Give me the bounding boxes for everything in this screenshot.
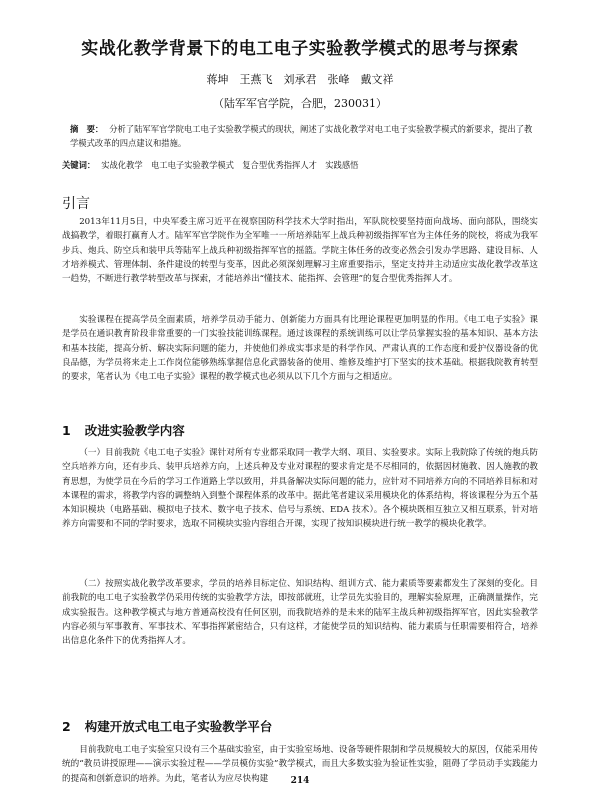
abstract xyxy=(70,122,538,150)
keywords xyxy=(62,158,538,172)
keywords-text: 实战化教学 电工电子实验教学模式 复合型优秀指挥人才 实践感悟 xyxy=(101,160,359,170)
intro-heading: 引言 xyxy=(62,196,90,212)
intro-paragraph: 实验课程在提高学员全面素质，培养学员动手能力、创新能力方面具有比理论课程更加明显的作用。《电工电子实验》课是学员在通识教育阶段非常重要的一门实验技能训练课程。通过该课程的系统训练可以让学员掌握实验的基本知识、基本方法和基本技能，提高分析、解决实际问题的能力，并使他们养成实事求是的科学作风、严肃认真的工作态度和爱护仪器设备的优良品德，为学员将来走上工作岗位能够熟练掌握信息化武器装备的使用、维修及维护打下坚实的技术基础。根据我院教育转型的要求，笔者认为《电工电子实验》课程的教学模式也必须从以下几个方面与之相适应。 xyxy=(62,315,538,383)
section-2-number: 2 xyxy=(62,719,71,734)
section-1-heading xyxy=(62,421,185,439)
keywords-label: 关键词： xyxy=(62,160,96,170)
paper-title: 实战化教学背景下的电工电子实验教学模式的思考与探索 xyxy=(81,39,519,59)
section-1-paragraph: （一）目前我院《电工电子实验》课针对所有专业都采取同一教学大纲、项目、实验要求。实际上我院除了传统的炮兵防空兵培养方向，还有步兵、装甲兵培养方向，上述兵种及专业对课程的要求肯定是不尽相同的，依据因材施教、因人施教的教育思想，为使学员在今后的学习工作道路上学以致用，并具备解决实际问题的能力，应针对不同培养方向的不同培养目标和对本课程的需求，将教学内容的调整纳入到整个课程体系的改革中。据此笔者建议采用模块化的体系结构，将该课程分为五个基本知识模块（电路基础、模拟电子技术、数字电子技术、信号与系统、EDA 技术）。各个模块既相互独立又相互联系，针对培养方向需要和不同的学时要求，选取不同模块实验内容组合开课，实现了按知识模块进行统一教学的模块化教学。 xyxy=(62,448,538,530)
author-list: 蒋坤 王燕飞 刘承君 张峰 戴文祥 xyxy=(206,73,394,86)
section-2-heading xyxy=(62,717,272,735)
section-2-paragraph: 目前我院电工电子实验室只设有三个基础实验室，由于实验室场地、设备等硬件限制和学员规模较大的原因，仅能采用传统的“教员讲授原理——演示实验过程——学员模仿实验”教学模式，而且大多数实验为验证性实验，阻碍了学员动手实践能力的提高和创新意识的培养。为此，笔者认为应尽快构建 xyxy=(62,745,538,784)
intro-paragraph: 2013年11月5日，中央军委主席习近平在视察国防科学技术大学时指出，军队院校要坚持面向战场、面向部队，围绕实战搞教学，着眼打赢育人才。陆军军官学院作为全军唯一一所培养陆军上战兵种初级指挥军官为主体任务的院校，将成为我军步兵、炮兵、防空兵和装甲兵等陆军上战兵种初级指挥军官的摇篮。学院主体任务的改变必然会引发办学思路、建设目标、人才培养模式、管理体制、条件建设的转型与变革，因此必须深刻理解习主席重要指示，坚定支持并主动适应实战化教学改革这一趋势，不断进行教学转型改革与探索，才能培养出“懂技术、能指挥、会管理”的复合型优秀指挥人才。 xyxy=(62,217,538,285)
abstract-label: 摘 要： xyxy=(70,124,104,134)
section-1-title: 改进实验教学内容 xyxy=(84,423,185,438)
page-number: 214 xyxy=(290,776,310,786)
section-2-title: 构建开放式电工电子实验教学平台 xyxy=(84,719,273,734)
section-1-paragraph: （二）按照实战化教学改革要求，学员的培养目标定位、知识结构、组训方式、能力素质等要素都发生了深刻的变化。目前我院的电工电子实验教学仍采用传统的实验教学方法，即按部就班，让学员先实验目的，理解实验原理，正确测量操作，完成实验报告。这种教学模式与地方普通高校没有任何区别，而我院培养的是未来的陆军主战兵种初级指挥军官，因此实验教学内容必须与军事教育、军事技术、军事指挥紧密结合，只有这样，才能使学员的知识结构、能力素质与任职需要相符合，培养出信息化条件下的优秀指挥人才。 xyxy=(62,579,538,647)
abstract-text: 分析了陆军军官学院电工电子实验教学模式的现状，阐述了实战化教学对电工电子实验教学模式的新要求，提出了教学模式改革的四点建议和措施。 xyxy=(70,124,533,148)
affiliation: （陆军军官学院，合肥，230031） xyxy=(213,97,387,110)
section-1-number: 1 xyxy=(62,423,71,438)
